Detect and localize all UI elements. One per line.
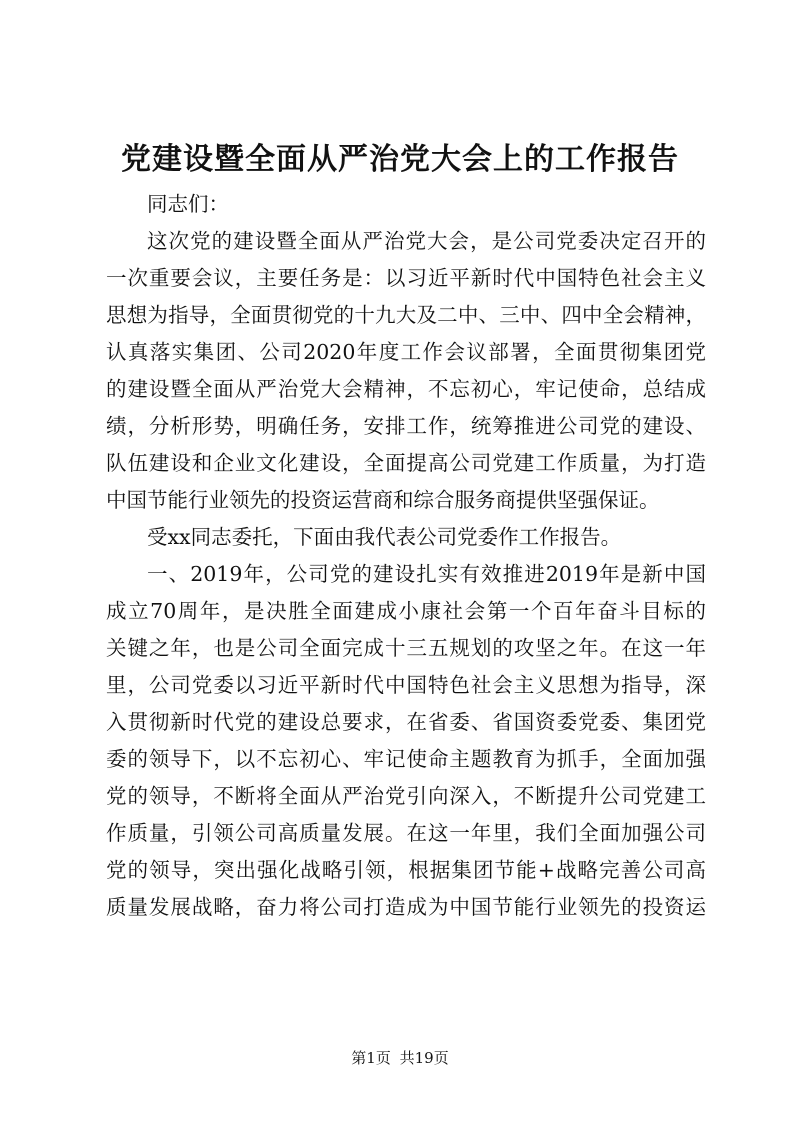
- paragraph-line: 委的领导下，以不忘初心、牢记使命主题教育为抓手，全面加强: [106, 747, 706, 771]
- paragraph-line: 党的领导，突出强化战略引领，根据集团节能+战略完善公司高: [106, 858, 706, 882]
- paragraph-line: 一、2019年，公司党的建设扎实有效推进2019年是新中国: [147, 562, 706, 586]
- paragraph-line: 认真落实集团、公司2020年度工作会议部署，全面贯彻集团党: [106, 340, 706, 364]
- paragraph-line: 一次重要会议，主要任务是：以习近平新时代中国特色社会主义: [106, 266, 706, 290]
- page-number: 第1页: [351, 1049, 391, 1067]
- paragraph-line: 受xx同志委托，下面由我代表公司党委作工作报告。: [147, 525, 622, 549]
- document-title: 党建设暨全面从严治党大会上的工作报告: [121, 142, 679, 177]
- paragraph-line: 里，公司党委以习近平新时代中国特色社会主义思想为指导，深: [106, 673, 706, 697]
- paragraph-line: 成立70周年，是决胜全面建成小康社会第一个百年奋斗目标的: [106, 599, 706, 623]
- paragraph-line: 关键之年，也是公司全面完成十三五规划的攻坚之年。在这一年: [106, 636, 706, 660]
- paragraph-line: 质量发展战略，奋力将公司打造成为中国节能行业领先的投资运: [106, 895, 706, 919]
- document-body: [106, 186, 706, 926]
- paragraph-line: 队伍建设和企业文化建设，全面提高公司党建工作质量，为打造: [106, 451, 706, 475]
- page-total: 共19页: [399, 1049, 449, 1067]
- paragraph-line: 党的领导，不断将全面从严治党引向深入，不断提升公司党建工: [106, 784, 706, 808]
- page-footer: [0, 1047, 800, 1069]
- paragraph-line: 思想为指导，全面贯彻党的十九大及二中、三中、四中全会精神，: [106, 303, 706, 327]
- paragraph-line: 入贯彻新时代党的建设总要求，在省委、省国资委党委、集团党: [106, 710, 706, 734]
- paragraph-line: 这次党的建设暨全面从严治党大会，是公司党委决定召开的: [147, 229, 706, 253]
- paragraph-line: 作质量，引领公司高质量发展。在这一年里，我们全面加强公司: [106, 821, 706, 845]
- salutation-line: 同志们：: [147, 192, 229, 216]
- paragraph-line: 绩，分析形势，明确任务，安排工作，统筹推进公司党的建设、: [106, 414, 706, 438]
- paragraph-line: 中国节能行业领先的投资运营商和综合服务商提供坚强保证。: [106, 488, 660, 512]
- paragraph-line: 的建设暨全面从严治党大会精神，不忘初心，牢记使命，总结成: [106, 377, 706, 401]
